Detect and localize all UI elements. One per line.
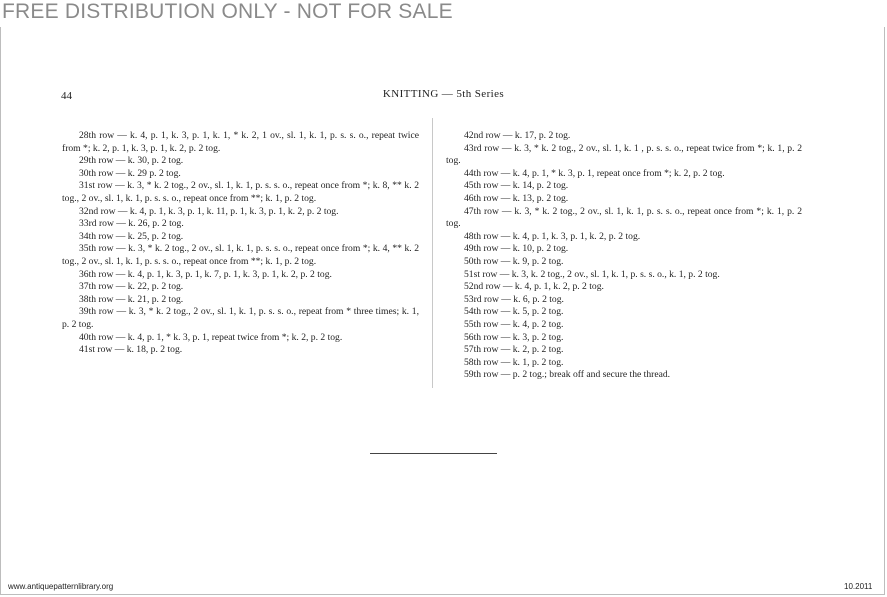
- row-58: 58th row — k. 1, p. 2 tog.: [464, 356, 564, 368]
- row-48: 48th row — k. 4, p. 1, k. 3, p. 1, k. 2, p. 2 tog.: [464, 230, 641, 242]
- row-50: 50th row — k. 9, p. 2 tog.: [464, 255, 564, 267]
- row-42: 42nd row — k. 17, p. 2 tog.: [464, 130, 571, 141]
- row-56: 56th row — k. 3, p. 2 tog.: [464, 331, 564, 343]
- row-38: 38th row — k. 21, p. 2 tog.: [79, 293, 184, 305]
- row-31: 31st row — k. 3, * k. 2 tog., 2 ov., sl. 1, k. 1, p. s. s. o., repeat once from *; k. 8, ** k. 2 tog., 2 ov., sl. 1, k. 1, p. s. s. o., repeat once from **; k. 1, p. 2 tog.: [62, 180, 419, 204]
- row-32: 32nd row — k. 4, p. 1, k. 3, p. 1, k. 11, p. 1, k. 3, p. 1, k. 2, p. 2 tog.: [79, 205, 339, 217]
- footer-date: 10.2011: [844, 582, 873, 591]
- row-45: 45th row — k. 14, p. 2 tog.: [464, 180, 569, 192]
- row-39: 39th row — k. 3, * k. 2 tog., 2 ov., sl. 1, k. 1, p. s. s. o., repeat from * three times; k. 1, p. 2 tog.: [62, 306, 419, 330]
- row-28: 28th row — k. 4, p. 1, k. 3, p. 1, k. 1, * k. 2, 1 ov., sl. 1, k. 1, p. s. s. o., repeat twice from *; k. 2, p. 1, k. 3, p. 1, k. 2, p. 2 tog.: [62, 130, 419, 154]
- row-46: 46th row — k. 13, p. 2 tog.: [464, 192, 569, 204]
- row-33: 33rd row — k. 26, p. 2 tog.: [79, 218, 184, 230]
- row-44: 44th row — k. 4, p. 1, * k. 3, p. 1, repeat once from *; k. 2, p. 2 tog.: [464, 167, 725, 179]
- column-divider: [432, 118, 433, 388]
- watermark-text: FREE DISTRIBUTION ONLY - NOT FOR SALE: [2, 0, 453, 23]
- left-column: [62, 130, 419, 357]
- row-54: 54th row — k. 5, p. 2 tog.: [464, 306, 564, 318]
- row-49: 49th row — k. 10, p. 2 tog.: [464, 243, 569, 255]
- row-34: 34th row — k. 25, p. 2 tog.: [79, 230, 184, 242]
- row-29: 29th row — k. 30, p. 2 tog.: [79, 155, 184, 167]
- right-column: [446, 130, 802, 382]
- end-rule: [370, 453, 497, 454]
- row-47: 47th row — k. 3, * k. 2 tog., 2 ov., sl. 1, k. 1, p. s. s. o., repeat once from *; k. 1, p. 2 tog.: [446, 205, 802, 230]
- row-37: 37th row — k. 22, p. 2 tog.: [79, 281, 184, 293]
- page-number: 44: [61, 90, 72, 102]
- row-55: 55th row — k. 4, p. 2 tog.: [464, 318, 564, 330]
- row-36: 36th row — k. 4, p. 1, k. 3, p. 1, k. 7, p. 1, k. 3, p. 1, k. 2, p. 2 tog.: [79, 268, 332, 280]
- row-40: 40th row — k. 4, p. 1, * k. 3, p. 1, repeat twice from *; k. 2, p. 2 tog.: [79, 331, 343, 343]
- row-52: 52nd row — k. 4, p. 1, k. 2, p. 2 tog.: [464, 281, 604, 293]
- row-59: 59th row — p. 2 tog.; break off and secure the thread.: [464, 369, 671, 381]
- row-51: 51st row — k. 3, k. 2 tog., 2 ov., sl. 1, k. 1, p. s. s. o., k. 1, p. 2 tog.: [464, 268, 720, 280]
- row-35: 35th row — k. 3, * k. 2 tog., 2 ov., sl. 1, k. 1, p. s. s. o., repeat once from *; k. 4, ** k. 2 tog., 2 ov., sl. 1, k. 1, p. s. s. o., repeat once from **; k. 1, p. 2 tog.: [62, 243, 419, 267]
- row-57: 57th row — k. 2, p. 2 tog.: [464, 344, 564, 356]
- running-head: KNITTING — 5th Series: [382, 88, 505, 100]
- footer-source: www.antiquepatternlibrary.org: [8, 582, 114, 591]
- row-30: 30th row — k. 29 p. 2 tog.: [79, 167, 181, 179]
- row-41: 41st row — k. 18, p. 2 tog.: [79, 344, 183, 356]
- row-43: 43rd row — k. 3, * k. 2 tog., 2 ov., sl. 1, k. 1 , p. s. s. o., repeat twice from *; k. 1, p. 2 tog.: [446, 142, 802, 167]
- row-53: 53rd row — k. 6, p. 2 tog.: [464, 293, 564, 305]
